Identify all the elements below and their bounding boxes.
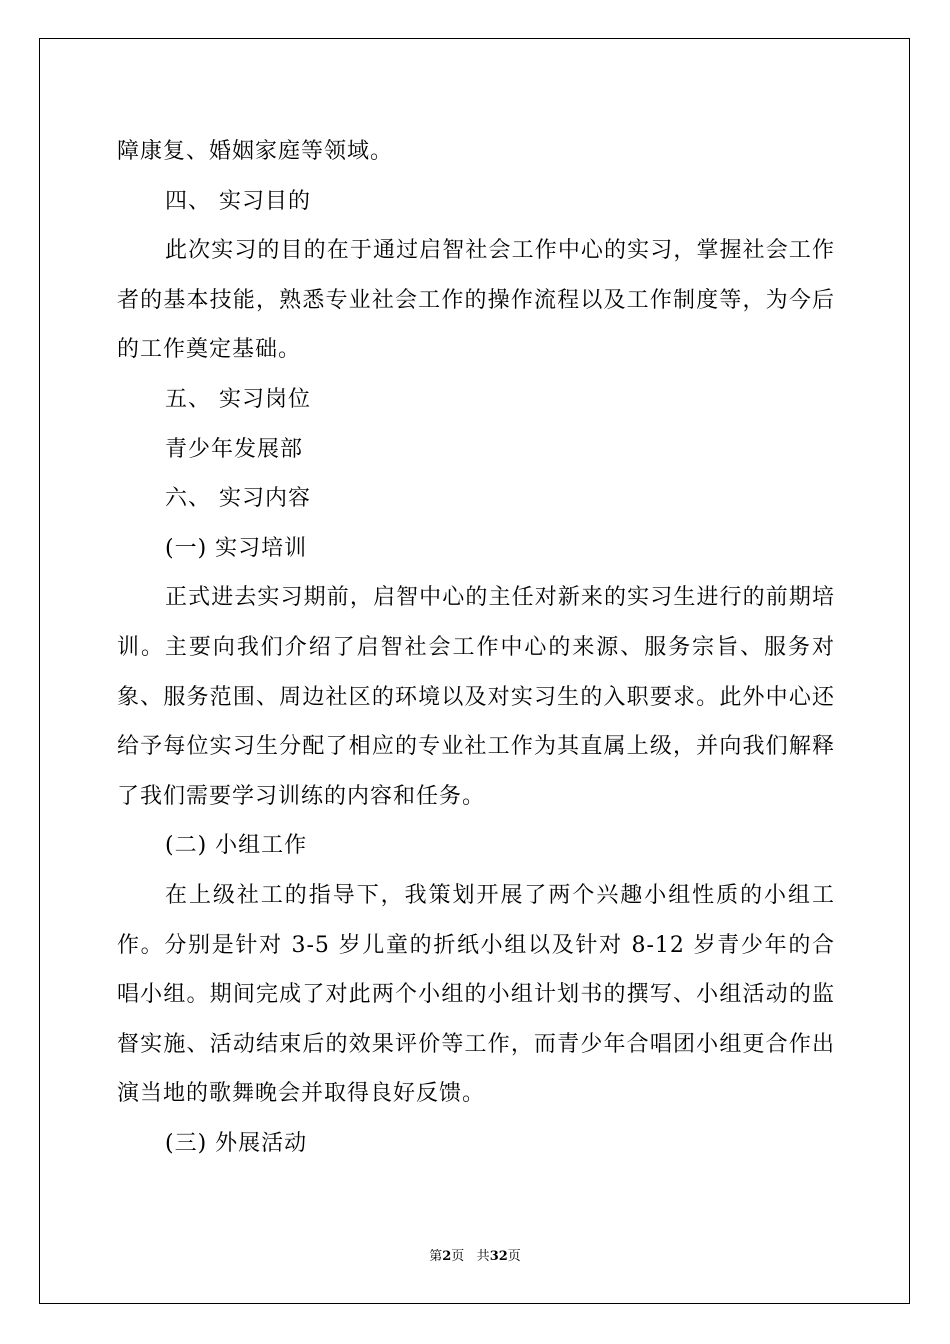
- section-heading-5: 五、 实习岗位: [165, 386, 311, 412]
- subsection-heading-1: (一) 实习培训: [165, 535, 308, 561]
- paragraph-0: 障康复、婚姻家庭等领域。: [117, 139, 394, 164]
- footer-page-suffix: 页: [451, 1249, 465, 1264]
- section-heading-6: 六、 实习内容: [165, 486, 311, 512]
- footer-total-suffix: 页: [507, 1249, 521, 1264]
- footer-total-pages: 32: [489, 1249, 508, 1264]
- paragraph-position: 青少年发展部: [165, 436, 304, 462]
- paragraph-group-work: 在上级社工的指导下，我策划开展了两个兴趣小组性质的小组工作。分别是针对 3-5 岁儿童的折纸小组以及针对 8-12 岁青少年的合唱小组。期间完成了对此两个小组的小组计划书的撰写、小组活动的监督实施、活动结束后的效果评价等工作，而青少年合唱团小组更合作出演当地的歌舞晚会并取得良好反馈。: [117, 882, 835, 1107]
- paragraph-purpose: 此次实习的目的在于通过启智社会工作中心的实习，掌握社会工作者的基本技能，熟悉专业社会工作的操作流程以及工作制度等，为今后的工作奠定基础。: [117, 238, 835, 363]
- page-footer: [0, 1248, 950, 1266]
- subsection-heading-2: (二) 小组工作: [165, 833, 308, 859]
- subsection-heading-3: (三) 外展活动: [165, 1130, 308, 1156]
- section-heading-4: 四、 实习目的: [165, 188, 311, 214]
- document-body: [117, 127, 835, 1168]
- footer-page-prefix: 第: [429, 1249, 443, 1264]
- footer-page-number: 2: [442, 1249, 452, 1264]
- paragraph-training: 正式进去实习期前，启智中心的主任对新来的实习生进行的前期培训。主要向我们介绍了启智社会工作中心的来源、服务宗旨、服务对象、服务范围、周边社区的环境以及对实习生的入职要求。此外中心还给予每位实习生分配了相应的专业社工作为其直属上级，并向我们解释了我们需要学习训练的内容和任务。: [117, 585, 835, 809]
- footer-total-prefix: 共: [476, 1249, 490, 1264]
